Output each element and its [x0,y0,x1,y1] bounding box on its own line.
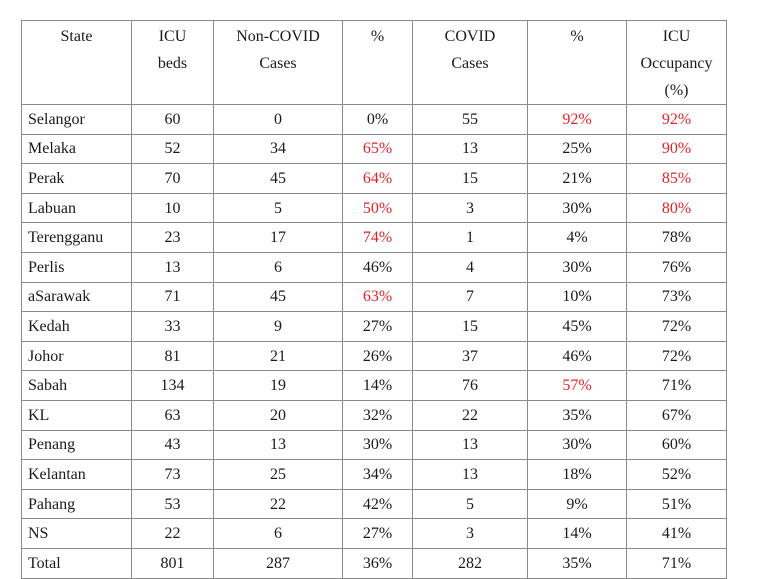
non-covid-percent-cell: 27% [343,519,413,549]
icu-occupancy-cell: 51% [627,489,727,519]
icu-beds-cell: 23 [132,223,214,253]
covid-cases-cell: 15 [413,312,528,342]
icu-beds-cell: 81 [132,341,214,371]
state-cell: KL [22,400,132,430]
covid-percent-cell: 35% [528,548,627,578]
non-covid-cases-cell: 45 [214,282,343,312]
state-cell: Perlis [22,252,132,282]
covid-cases-cell: 5 [413,489,528,519]
non-covid-cases-cell: 21 [214,341,343,371]
covid-cases-cell: 37 [413,341,528,371]
non-covid-cases-cell: 13 [214,430,343,460]
state-cell: aSarawak [22,282,132,312]
icu-beds-cell: 71 [132,282,214,312]
icu-occupancy-cell: 76% [627,252,727,282]
non-covid-percent-cell: 34% [343,460,413,490]
non-covid-percent-cell: 32% [343,400,413,430]
non-covid-percent-cell: 74% [343,223,413,253]
covid-cases-cell: 22 [413,400,528,430]
non-covid-cases-cell: 45 [214,164,343,194]
covid-percent-cell: 4% [528,223,627,253]
covid-cases-cell: 55 [413,105,528,135]
table-row [22,341,727,371]
table-row [22,193,727,223]
covid-percent-cell: 30% [528,430,627,460]
icu-beds-cell: 10 [132,193,214,223]
state-cell: Pahang [22,489,132,519]
header-non-covid-cases: Non-COVID Cases [214,21,343,105]
icu-occupancy-cell: 60% [627,430,727,460]
table-row [22,282,727,312]
covid-percent-cell: 14% [528,519,627,549]
non-covid-cases-cell: 19 [214,371,343,401]
covid-percent-cell: 30% [528,193,627,223]
non-covid-percent-cell: 30% [343,430,413,460]
state-cell: Perak [22,164,132,194]
non-covid-cases-cell: 25 [214,460,343,490]
table-row [22,134,727,164]
icu-beds-cell: 60 [132,105,214,135]
covid-cases-cell: 282 [413,548,528,578]
icu-occupancy-cell: 67% [627,400,727,430]
icu-beds-cell: 33 [132,312,214,342]
covid-cases-cell: 3 [413,519,528,549]
state-cell: Sabah [22,371,132,401]
covid-percent-cell: 30% [528,252,627,282]
state-cell: Johor [22,341,132,371]
non-covid-percent-cell: 42% [343,489,413,519]
covid-cases-cell: 13 [413,460,528,490]
icu-occupancy-cell: 85% [627,164,727,194]
non-covid-cases-cell: 20 [214,400,343,430]
non-covid-percent-cell: 65% [343,134,413,164]
non-covid-cases-cell: 17 [214,223,343,253]
table-row [22,400,727,430]
covid-percent-cell: 18% [528,460,627,490]
table-row [22,430,727,460]
covid-cases-cell: 13 [413,430,528,460]
non-covid-cases-cell: 22 [214,489,343,519]
non-covid-percent-cell: 36% [343,548,413,578]
covid-percent-cell: 9% [528,489,627,519]
non-covid-percent-cell: 14% [343,371,413,401]
state-cell: Terengganu [22,223,132,253]
icu-beds-cell: 43 [132,430,214,460]
state-cell: Penang [22,430,132,460]
covid-cases-cell: 7 [413,282,528,312]
icu-occupancy-cell: 90% [627,134,727,164]
covid-percent-cell: 92% [528,105,627,135]
state-cell: Selangor [22,105,132,135]
table-row [22,489,727,519]
covid-percent-cell: 57% [528,371,627,401]
icu-occupancy-cell: 72% [627,312,727,342]
covid-percent-cell: 35% [528,400,627,430]
state-cell: Kedah [22,312,132,342]
non-covid-percent-cell: 0% [343,105,413,135]
icu-occupancy-cell: 52% [627,460,727,490]
table-body [22,105,727,579]
covid-percent-cell: 46% [528,341,627,371]
covid-cases-cell: 15 [413,164,528,194]
icu-occupancy-cell: 92% [627,105,727,135]
non-covid-cases-cell: 287 [214,548,343,578]
icu-beds-cell: 134 [132,371,214,401]
covid-cases-cell: 1 [413,223,528,253]
covid-percent-cell: 45% [528,312,627,342]
icu-occupancy-cell: 78% [627,223,727,253]
header-covid-cases: COVID Cases [413,21,528,105]
state-cell: Kelantan [22,460,132,490]
header-covid-percent: % [528,21,627,105]
covid-percent-cell: 10% [528,282,627,312]
state-cell: NS [22,519,132,549]
non-covid-percent-cell: 26% [343,341,413,371]
icu-occupancy-cell: 72% [627,341,727,371]
covid-cases-cell: 13 [413,134,528,164]
non-covid-cases-cell: 0 [214,105,343,135]
icu-beds-cell: 22 [132,519,214,549]
table-row [22,164,727,194]
icu-beds-cell: 52 [132,134,214,164]
non-covid-cases-cell: 9 [214,312,343,342]
non-covid-percent-cell: 63% [343,282,413,312]
table-row [22,223,727,253]
icu-beds-cell: 70 [132,164,214,194]
header-state: State [22,21,132,105]
table-row [22,105,727,135]
icu-beds-cell: 53 [132,489,214,519]
icu-occupancy-table [21,20,727,579]
icu-occupancy-cell: 71% [627,548,727,578]
non-covid-cases-cell: 6 [214,519,343,549]
non-covid-percent-cell: 27% [343,312,413,342]
icu-occupancy-cell: 41% [627,519,727,549]
header-icu-beds: ICU beds [132,21,214,105]
table-row [22,371,727,401]
covid-cases-cell: 3 [413,193,528,223]
non-covid-cases-cell: 34 [214,134,343,164]
icu-beds-cell: 801 [132,548,214,578]
state-cell: Melaka [22,134,132,164]
header-icu-occupancy: ICU Occupancy (%) [627,21,727,105]
table-row [22,519,727,549]
non-covid-percent-cell: 64% [343,164,413,194]
icu-beds-cell: 13 [132,252,214,282]
state-cell: Labuan [22,193,132,223]
covid-percent-cell: 25% [528,134,627,164]
icu-occupancy-cell: 73% [627,282,727,312]
table-header-row [22,21,727,105]
covid-percent-cell: 21% [528,164,627,194]
non-covid-percent-cell: 50% [343,193,413,223]
state-cell: Total [22,548,132,578]
header-non-covid-percent: % [343,21,413,105]
icu-occupancy-cell: 71% [627,371,727,401]
covid-cases-cell: 4 [413,252,528,282]
icu-occupancy-cell: 80% [627,193,727,223]
table-row [22,312,727,342]
non-covid-cases-cell: 6 [214,252,343,282]
non-covid-percent-cell: 46% [343,252,413,282]
table-row [22,252,727,282]
table-row [22,460,727,490]
non-covid-cases-cell: 5 [214,193,343,223]
table-total-row [22,548,727,578]
icu-beds-cell: 63 [132,400,214,430]
covid-cases-cell: 76 [413,371,528,401]
icu-beds-cell: 73 [132,460,214,490]
